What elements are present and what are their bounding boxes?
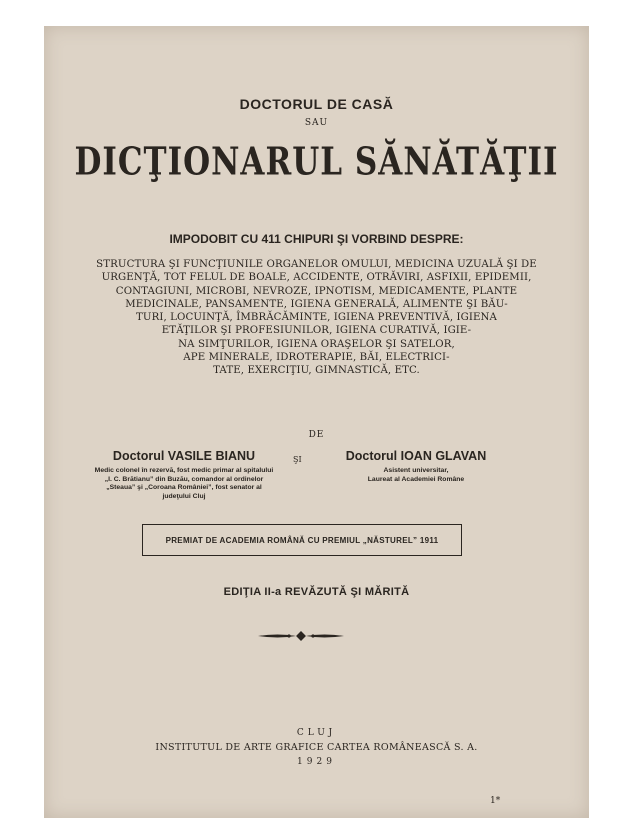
author-second	[316, 449, 516, 484]
edition-label: EDIŢIA II-a REVĂZUTĂ ŞI MĂRITĂ	[223, 586, 410, 598]
description-line: judeţului Cluj	[162, 492, 206, 500]
topic-line: APE MINERALE, IDROTERAPIE, BĂI, ELECTRICI-	[183, 352, 450, 364]
imprint-year: 1929	[297, 757, 336, 767]
topic-line: CONTAGIUNI, MICROBI, NEVROZE, IPNOTISM, MEDICAMENTE, PLANTE	[115, 285, 518, 297]
folio-mark: 1*	[490, 796, 501, 806]
subtitle-top: DOCTORUL DE CASĂ	[239, 96, 394, 112]
tagline: IMPODOBIT CU 411 CHIPURI ŞI VORBIND DESPRE:	[169, 232, 464, 246]
ornament-divider-icon	[256, 628, 346, 647]
author-second-description	[316, 467, 516, 484]
description-line: Laureat al Academiei Române	[367, 475, 465, 483]
award-box	[142, 524, 462, 556]
main-title: DICŢIONARUL SĂNĂTĂŢII	[74, 139, 559, 185]
conjunction: SAU	[304, 118, 329, 128]
description-line: Medic colonel în rezervă, fost medic primar al spitalului	[94, 467, 274, 474]
description-line: „I. C. Brătianu” din Buzău, comandor al ordinelor	[104, 475, 264, 483]
author-first	[84, 449, 284, 501]
description-line: Asistent universitar,	[383, 467, 449, 474]
topic-line: STRUCTURA ŞI FUNCŢIUNILE ORGANELOR OMULUI, MEDICINA UZUALĂ ŞI DE	[96, 259, 537, 270]
topic-line: TURI, LOCUINŢĂ, ÎMBRĂCĂMINTE, IGIENA PREVENTIVĂ, IGIENA	[135, 312, 498, 324]
topic-line: NA SIMŢURILOR, IGIENA ORAŞELOR ŞI SATELOR,	[178, 338, 455, 350]
and-label: ŞI	[293, 455, 302, 464]
author-second-name: Doctorul IOAN GLAVAN	[345, 449, 487, 463]
topic-line: ETĂŢILOR ŞI PROFESIUNILOR, IGIENA CURATIVĂ, IGIE-	[161, 325, 472, 337]
topic-line: MEDICINALE, PANSAMENTE, IGIENA GENERALĂ, ALIMENTE ŞI BĂU-	[125, 298, 508, 310]
topic-line: URGENŢĂ, TOT FELUL DE BOALE, ACCIDENTE, OTRĂVIRI, ASFIXII, EPIDEMII,	[101, 272, 532, 284]
award-text: PREMIAT DE ACADEMIA ROMÂNĂ CU PREMIUL „NĂSTUREL” 1911	[165, 535, 439, 545]
imprint-city: CLUJ	[296, 728, 337, 738]
description-line: „Steaua” şi „Coroana României”, fost senator al	[106, 484, 262, 491]
title-page	[44, 26, 589, 818]
author-first-name: Doctorul VASILE BIANU	[112, 449, 256, 463]
author-first-description	[84, 467, 284, 501]
topic-line: TATE, EXERCIŢIU, GIMNASTICĂ, ETC.	[213, 365, 420, 377]
topics-paragraph	[74, 258, 559, 378]
imprint-publisher: INSTITUTUL DE ARTE GRAFICE CARTEA ROMÂNEASCĂ S. A.	[155, 742, 478, 753]
by-label: DE	[308, 430, 325, 440]
